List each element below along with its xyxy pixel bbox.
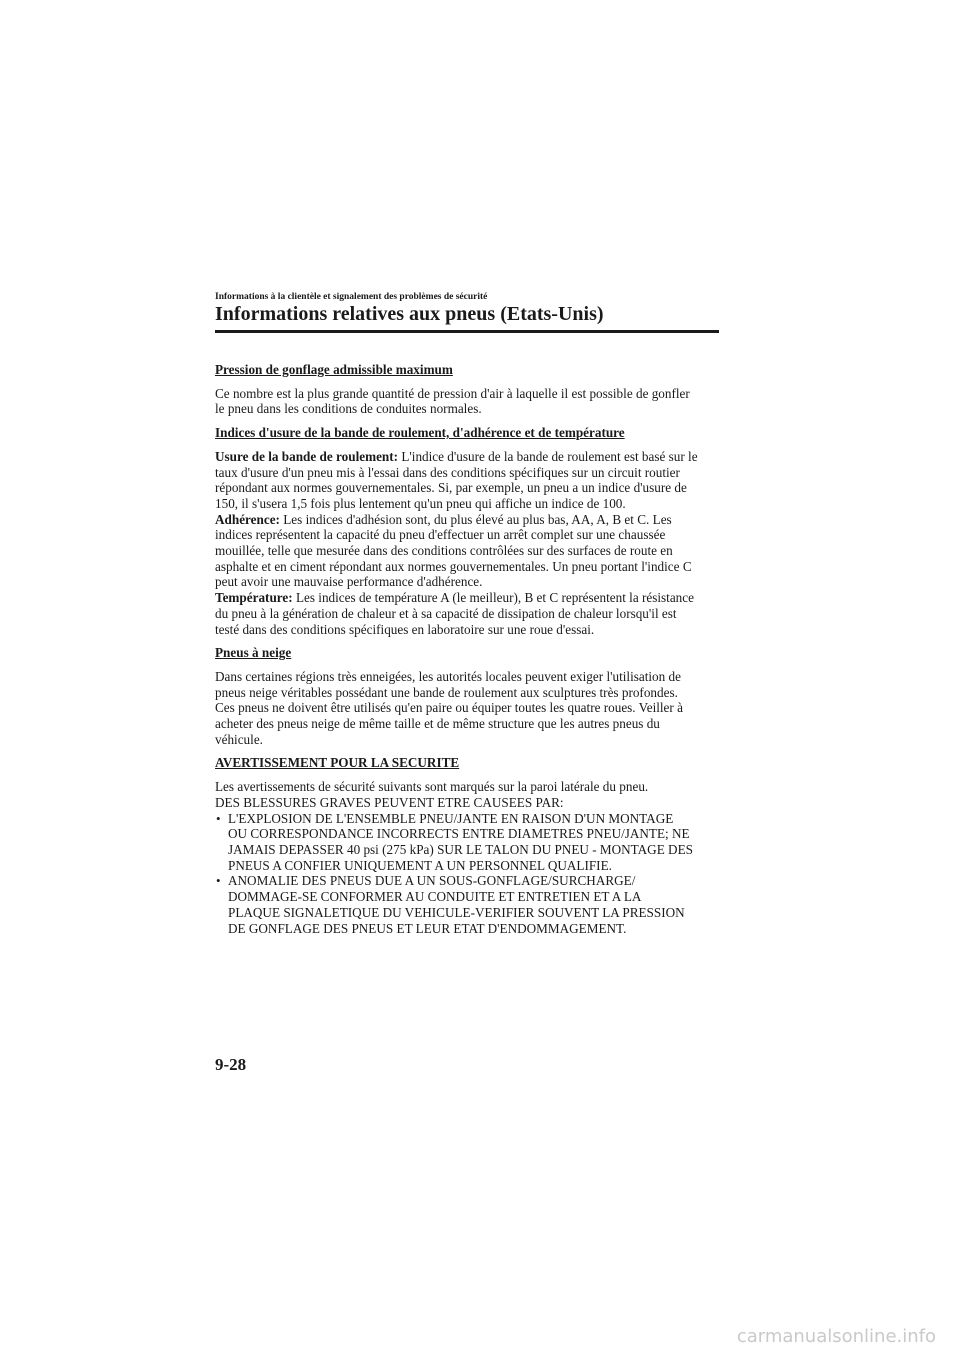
- text-line: Les avertissements de sécurité suivants sont marqués sur la paroi latérale du pneu.: [215, 779, 649, 795]
- text-line: [215, 590, 719, 606]
- section-label: Informations à la clientèle et signalement des problèmes de sécurité: [215, 292, 488, 302]
- term-label: Adhérence:: [215, 511, 280, 527]
- text-line: testé dans des conditions spécifiques en laboratoire sur une roue d'essai.: [215, 621, 595, 637]
- paragraph-treadwear: [215, 449, 719, 512]
- section-safety-warning: [215, 755, 719, 936]
- term-text: L'indice d'usure de la bande de roulement est basé sur le: [398, 448, 698, 464]
- paragraph: [215, 779, 719, 810]
- text-line: Ces pneus ne doivent être utilisés qu'en paire ou équiper toutes les quatre roues. Veiller à: [215, 700, 683, 716]
- text-line: le pneu dans les conditions de conduites normales.: [215, 401, 482, 417]
- text-line: asphalte et en ciment répondant aux normes gouvernementales. Un pneu portant l'indice C: [215, 558, 692, 574]
- text-line: véhicule.: [215, 731, 263, 747]
- text-line: pneus neige véritables possédant une bande de roulement aux sculptures très profondes.: [215, 684, 678, 700]
- bullet-icon: •: [216, 810, 221, 826]
- text-line: PNEUS A CONFIER UNIQUEMENT A UN PERSONNEL QUALIFIE.: [228, 857, 612, 873]
- section-heading: Pression de gonflage admissible maximum: [215, 362, 453, 377]
- paragraph-traction: [215, 512, 719, 591]
- page-number: 9-28: [215, 1055, 247, 1074]
- text-line: répondant aux normes gouvernementales. Si, par exemple, un pneu a un indice d'usure de: [215, 480, 687, 496]
- text-line: peut avoir une mauvaise performance d'adhérence.: [215, 574, 483, 590]
- term-label: Température:: [215, 590, 293, 606]
- title-divider: [215, 330, 719, 333]
- text-line: ANOMALIE DES PNEUS DUE A UN SOUS-GONFLAGE/SURCHARGE/: [228, 873, 636, 889]
- text-line: L'EXPLOSION DE L'ENSEMBLE PNEU/JANTE EN RAISON D'UN MONTAGE: [228, 810, 674, 826]
- paragraph: [215, 386, 719, 417]
- text-line: du pneu à la génération de chaleur et à sa capacité de dissipation de chaleur lorsqu'il est: [215, 605, 677, 621]
- text-line: DE GONFLAGE DES PNEUS ET LEUR ETAT D'ENDOMMAGEMENT.: [228, 920, 627, 936]
- text-line: DES BLESSURES GRAVES PEUVENT ETRE CAUSEES PAR:: [215, 794, 564, 810]
- warning-list: [215, 811, 719, 937]
- list-item: [215, 873, 719, 936]
- text-line: [215, 449, 719, 465]
- watermark: carmanualsonline.info: [736, 1326, 936, 1347]
- text-line: taux d'usure d'un pneu mis à l'essai dans des conditions spécifiques sur un circuit routier: [215, 464, 680, 480]
- section-heading: Pneus à neige: [215, 645, 292, 661]
- section-max-pressure: [215, 362, 719, 417]
- bullet-icon: •: [216, 873, 221, 889]
- page-content: [215, 362, 719, 936]
- text-line: acheter des pneus neige de même taille et de même structure que les autres pneus du: [215, 716, 660, 732]
- text-line: OU CORRESPONDANCE INCORRECTS ENTRE DIAMETRES PNEU/JANTE; NE: [228, 826, 690, 842]
- text-line: mouillée, telle que mesurée dans des conditions contrôlées sur des surfaces de route en: [215, 543, 673, 559]
- section-grading-indices: [215, 425, 719, 637]
- text-line: DOMMAGE-SE CONFORMER AU CONDUITE ET ENTRETIEN ET A LA: [228, 889, 642, 905]
- paragraph: [215, 669, 719, 748]
- paragraph-temperature: [215, 590, 719, 637]
- text-line: Ce nombre est la plus grande quantité de pression d'air à laquelle il est possible de gonfler: [215, 385, 690, 401]
- term-text: Les indices de température A (le meilleur), B et C représentent la résistance: [292, 590, 694, 606]
- section-snow-tires: [215, 645, 719, 747]
- page-title: Informations relatives aux pneus (Etats-Unis): [215, 303, 604, 325]
- text-line: [215, 512, 719, 528]
- term-label: Usure de la bande de roulement:: [215, 448, 399, 464]
- text-line: PLAQUE SIGNALETIQUE DU VEHICULE-VERIFIER SOUVENT LA PRESSION: [228, 904, 685, 920]
- section-heading: AVERTISSEMENT POUR LA SECURITE: [215, 755, 460, 771]
- section-heading: Indices d'usure de la bande de roulement, d'adhérence et de température: [215, 425, 625, 441]
- list-item: [215, 811, 719, 874]
- text-line: JAMAIS DEPASSER 40 psi (275 kPa) SUR LE TALON DU PNEU - MONTAGE DES: [228, 841, 693, 857]
- text-line: Dans certaines régions très enneigées, les autorités locales peuvent exiger l'utilisation de: [215, 668, 681, 684]
- text-line: indices représentent la capacité du pneu d'effectuer un arrêt complet sur une chaussée: [215, 527, 666, 543]
- term-text: Les indices d'adhésion sont, du plus élevé au plus bas, AA, A, B et C. Les: [279, 511, 672, 527]
- text-line: 150, il s'usera 1,5 fois plus lentement qu'un pneu qui affiche un indice de 100.: [215, 495, 626, 511]
